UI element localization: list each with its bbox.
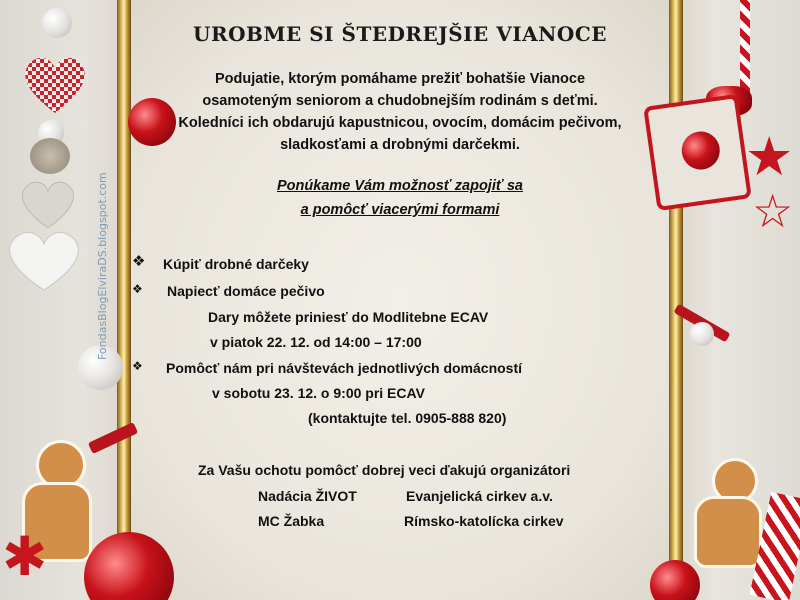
intro-paragraph — [140, 68, 660, 156]
red-star-outline-icon: ☆ — [752, 184, 794, 238]
list-item-bake: Napiecť domáce pečivo — [167, 283, 325, 299]
bullet-icon: ❖ — [132, 359, 143, 373]
bake-note-2: v piatok 22. 12. od 14:00 – 17:00 — [210, 334, 422, 350]
intro-line-1: Podujatie, ktorým pomáhame prežiť bohatšie Vianoce — [214, 71, 586, 87]
page-title: UROBME SI ŠTEDREJŠIE VIANOCE — [193, 22, 607, 46]
list-item-buy: Kúpiť drobné darčeky — [163, 256, 309, 272]
checkered-heart-icon — [20, 55, 90, 115]
flyer-content — [132, 0, 660, 600]
organizer-nadacia-zivot: Nadácia ŽIVOT — [258, 488, 357, 504]
left-gold-rail — [117, 0, 131, 600]
organizer-rimsko-katolicka-cirkev: Rímsko-katolícka cirkev — [404, 513, 564, 529]
white-ornament-icon — [42, 8, 72, 38]
intro-line-3: Koledníci ich obdarujú kapustnicou, ovocím, domácim pečivom, — [178, 115, 622, 131]
organizer-evanjelicka-cirkev: Evanjelická cirkev a.v. — [406, 488, 553, 504]
bullet-icon: ❖ — [132, 282, 143, 296]
offer-line-1: Ponúkame Vám možnosť zapojiť sa — [277, 178, 523, 194]
intro-line-2: osamoteným seniorom a chudobnejším rodinám s deťmi. — [202, 93, 598, 109]
grey-heart-icon — [18, 180, 78, 230]
list-item-visit: Pomôcť nám pri návštevách jednotlivých domácností — [166, 360, 523, 376]
red-star-icon-2: ★ — [745, 125, 794, 188]
right-gold-rail — [669, 0, 683, 600]
visit-note-1: v sobotu 23. 12. o 9:00 pri ECAV — [212, 385, 425, 401]
organizer-mc-zabka: MC Žabka — [258, 513, 325, 529]
bake-note-1: Dary môžete priniesť do Modlitebne ECAV — [208, 309, 489, 325]
visit-note-2: (kontaktujte tel. 0905-888 820) — [308, 410, 507, 426]
pinecone-icon — [30, 138, 70, 174]
blog-watermark: FondasBlogElviraDS.blogspot.com — [96, 172, 109, 360]
white-bead-icon-2 — [690, 322, 714, 346]
offer-line-2: a pomôcť viacerými formami — [300, 202, 500, 218]
intro-line-4: sladkosťami a drobnými darčekmi. — [280, 137, 520, 153]
offer-text — [140, 174, 660, 222]
bullet-icon: ❖ — [132, 252, 146, 270]
thanks-line: Za Vašu ochotu pomôcť dobrej veci ďakujú organizátori — [198, 462, 571, 478]
white-heart-icon — [4, 230, 84, 292]
red-star-icon: ✱ — [2, 525, 48, 588]
candy-cane-icon — [740, 0, 750, 95]
gingerbread-body-icon-2 — [694, 496, 762, 568]
